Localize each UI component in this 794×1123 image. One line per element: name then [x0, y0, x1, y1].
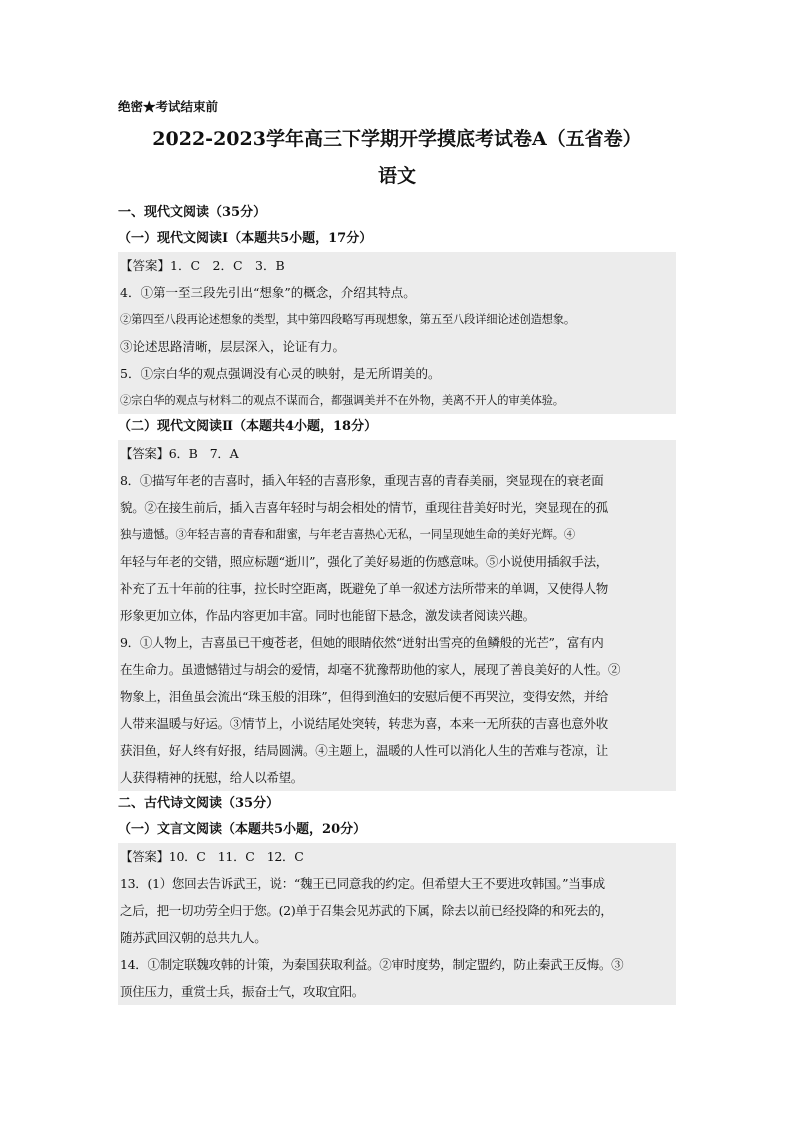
answer-line: 8．①描写年老的吉喜时，插入年轻的吉喜形象，重现吉喜的青春美丽，突显现在的衰老面 — [120, 473, 604, 488]
answer-sheet-page — [118, 96, 676, 1005]
subsection-heading-classical-1: （一）文言文阅读（本题共5小题，20分） — [118, 822, 367, 837]
answer-line: 独与遗憾。③年轻吉喜的青春和甜蜜，与年老吉喜热心无私，一同呈现她生命的美好光辉。④ — [120, 528, 575, 541]
answer-block-classical-1 — [118, 843, 676, 1005]
answer-line: 物象上，泪鱼虽会流出“珠玉般的泪珠”，但得到渔妇的安慰后便不再哭泣，变得安然，并给 — [120, 689, 608, 704]
answer-line: 13．(1）您回去告诉武王，说：“魏王已同意我的约定。但希望大王不要进攻韩国。”当事成 — [120, 876, 605, 891]
answer-line: ②第四至八段再论述想象的类型，其中第四段略写再现想象，第五至八段详细论述创造想象。 — [120, 313, 575, 326]
answer-line: 9．①人物上，吉喜虽已干瘦苍老，但她的眼睛依然“迸射出雪亮的鱼鳞般的光芒”，富有内 — [120, 635, 604, 650]
answer-line: 补充了五十年前的往事，拉长时空距离，既避免了单一叙述方法所带来的单调，又使得人物 — [120, 581, 609, 596]
answer-line: 貌。②在接生前后，插入吉喜年轻时与胡会相处的情节，重现往昔美好时光，突显现在的孤 — [120, 500, 609, 515]
answer-line: 人带来温暖与好运。③情节上，小说结尾处突转，转悲为喜，本来一无所获的吉喜也意外收 — [120, 716, 609, 731]
answer-line: 之后，把一切功劳全归于您。(2)单于召集会见苏武的下属，除去以前已经投降的和死去的， — [120, 903, 613, 918]
answer-line: 5．①宗白华的观点强调没有心灵的映射，是无所谓美的。 — [120, 366, 441, 381]
answer-line: 【答案】6．B 7．A — [120, 446, 239, 461]
answer-line: 【答案】1．C 2．C 3．B — [120, 258, 285, 273]
answer-line: 【答案】10．C 11．C 12．C — [120, 849, 304, 864]
section-heading-classical-reading: 二、古代诗文阅读（35分） — [118, 796, 280, 811]
answer-line: 年轻与年老的交错，照应标题“逝川”，强化了美好易逝的伤感意味。⑤小说使用插叙手法， — [120, 554, 608, 569]
subsection-heading-modern-2: （二）现代文阅读Ⅱ（本题共4小题，18分） — [118, 419, 378, 434]
answer-line: 获泪鱼，好人终有好报，结局圆满。④主题上，温暖的人性可以消化人生的苦难与苍凉，让 — [120, 743, 609, 758]
subsection-heading-modern-1: （一）现代文阅读Ⅰ（本题共5小题，17分） — [118, 231, 373, 246]
answer-block-modern-2 — [118, 440, 676, 791]
section-heading-modern-reading: 一、现代文阅读（35分） — [118, 205, 267, 220]
answer-line: 14．①制定联魏攻韩的计策，为秦国获取利益。②审时度势，制定盟约，防止秦武王反悔。③ — [120, 957, 624, 972]
answer-line: 人获得精神的抚慰，给人以希望。 — [120, 770, 304, 785]
answer-line: ③论述思路清晰，层层深入，论证有力。 — [120, 339, 346, 354]
answer-line: 形象更加立体，作品内容更加丰富。同时也能留下悬念，激发读者阅读兴趣。 — [120, 608, 535, 623]
answer-line: 随苏武回汉朝的总共九人。 — [120, 930, 267, 945]
answer-block-modern-1 — [118, 252, 676, 414]
subject-title: 语文 — [377, 165, 416, 187]
exam-title: 2022-2023学年高三下学期开学摸底考试卷A（五省卷） — [152, 128, 642, 150]
answer-line: 4．①第一至三段先引出“想象”的概念，介绍其特点。 — [120, 285, 416, 300]
answer-line: 在生命力。虽遗憾错过与胡会的爱情，却毫不犹豫帮助他的家人，展现了善良美好的人性。② — [120, 662, 621, 677]
confidential-label: 绝密★考试结束前 — [118, 99, 219, 114]
answer-line: ②宗白华的观点与材料二的观点不谋而合，都强调美并不在外物，美离不开人的审美体验。 — [120, 394, 564, 407]
answer-line: 顶住压力，重赏士兵，振奋士气，攻取宜阳。 — [120, 984, 365, 999]
